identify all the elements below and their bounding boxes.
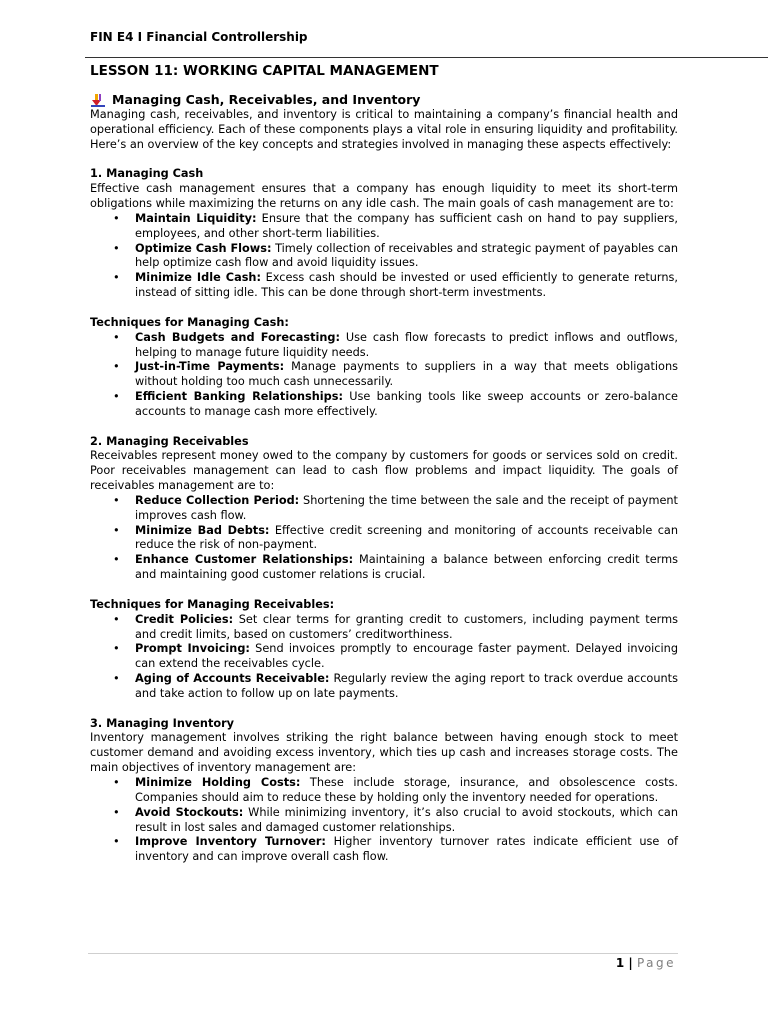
page-footer xyxy=(616,956,676,970)
list-item: • Optimize Cash Flows: Timely collection of receivables and strategic payment of payables can help optimize cash flow and avoid liquidity issues. xyxy=(113,241,679,270)
list-item: • Avoid Stockouts: While minimizing inventory, it’s also crucial to avoid stockouts, which can result in lost sales and damaged customer relationships. xyxy=(113,805,679,834)
list-item: • Credit Policies: Set clear terms for granting credit to customers, including payment terms and credit limits, based on customers’ creditworthiness. xyxy=(113,612,678,641)
inventory-heading: 3. Managing Inventory xyxy=(90,716,235,730)
bullet-icon: • xyxy=(113,390,120,404)
receivables-techniques-heading: Techniques for Managing Receivables: xyxy=(90,597,335,611)
page-number: 1 xyxy=(615,956,625,970)
list-item: • Just-in-Time Payments: Manage payments to suppliers in a way that meets obligations without holding too much cash unnecessarily. xyxy=(113,360,678,389)
inventory-paragraph: Inventory management involves striking the right balance between having enough stock to meet customer demand and avoiding excess inventory, which ties up cash and increases storage costs. The main objectives of inventory management are: xyxy=(90,731,678,775)
list-item: • Maintain Liquidity: Ensure that the company has sufficient cash on hand to pay suppliers, employees, and other short-term liabilities. xyxy=(113,211,678,240)
intro-paragraph: Managing cash, receivables, and inventory is critical to maintaining a company’s financial health and operational efficiency. Each of these components plays a vital role in ensuring liquidity and profitability. Here’s an overview of the key concepts and strategies involved in managing these aspects effectively: xyxy=(90,108,678,151)
course-header: FIN E4 I Financial Controllership xyxy=(90,30,308,44)
list-item: • Efficient Banking Relationships: Use banking tools like sweep accounts or zero-balance accounts to manage cash more effectively. xyxy=(113,390,678,418)
page-label: Page xyxy=(636,956,676,970)
list-item: • Enhance Customer Relationships: Maintaining a balance between enforcing credit terms and maintaining good customer relations is crucial. xyxy=(113,553,678,582)
cash-heading: 1. Managing Cash xyxy=(90,167,204,181)
header-rule xyxy=(85,57,768,58)
bullet-icon: • xyxy=(113,553,120,567)
bullet-icon: • xyxy=(113,211,120,225)
list-item: • Aging of Accounts Receivable: Regularly review the aging report to track overdue accounts and take action to follow up on late payments. xyxy=(113,672,678,700)
bullet-icon: • xyxy=(113,805,120,819)
bullet-icon: • xyxy=(113,271,120,285)
arrow-down-icon xyxy=(90,94,106,107)
inventory-goals-list xyxy=(90,776,678,865)
cash-paragraph: Effective cash management ensures that a company has enough liquidity to meet its short-term obligations while maximizing the returns on any idle cash. The main goals of cash management are to: xyxy=(90,182,678,211)
list-item: • Reduce Collection Period: Shortening the time between the sale and the receipt of payment improves cash flow. xyxy=(113,493,678,522)
lesson-title: LESSON 11: WORKING CAPITAL MANAGEMENT xyxy=(90,63,439,79)
list-item: • Improve Inventory Turnover: Higher inventory turnover rates indicate efficient use of inventory and can improve overall cash flow. xyxy=(113,835,678,864)
bullet-icon: • xyxy=(113,612,120,626)
list-item: • Minimize Holding Costs: These include storage, insurance, and obsolescence costs. Companies should aim to reduce these by holding only the inventory needed for operations. xyxy=(113,775,678,804)
receivables-heading: 2. Managing Receivables xyxy=(90,434,249,448)
list-item: • Cash Budgets and Forecasting: Use cash flow forecasts to predict inflows and outflows, helping to manage future liquidity needs. xyxy=(113,330,678,359)
list-item: • Prompt Invoicing: Send invoices promptly to encourage faster payment. Delayed invoicing can extend the receivables cycle. xyxy=(113,642,678,671)
bullet-icon: • xyxy=(113,672,120,686)
bullet-icon: • xyxy=(113,642,120,656)
bullet-icon: • xyxy=(113,775,120,789)
footer-rule xyxy=(88,953,678,954)
bullet-icon: • xyxy=(113,241,120,255)
list-item: • Minimize Idle Cash: Excess cash should be invested or used efficiently to generate returns, instead of sitting idle. This can be done through short-term investments. xyxy=(113,271,679,300)
page-content xyxy=(90,62,678,865)
bullet-icon: • xyxy=(113,835,120,849)
receivables-techniques-list xyxy=(90,613,678,702)
cash-techniques-list xyxy=(90,331,678,420)
bullet-icon: • xyxy=(113,330,120,344)
receivables-paragraph: Receivables represent money owed to the company by customers for goods or services sold on credit. Poor receivables management can lead to cash flow problems and impact liquidity. The goals of receivables management are to: xyxy=(90,449,678,493)
bullet-icon: • xyxy=(113,523,120,537)
section-heading-text: Managing Cash, Receivables, and Inventory xyxy=(112,92,421,107)
section-heading xyxy=(90,92,678,108)
receivables-goals-list xyxy=(90,494,678,583)
bullet-icon: • xyxy=(113,360,120,374)
cash-goals-list xyxy=(90,212,678,301)
footer-separator: | xyxy=(624,956,637,970)
list-item: • Minimize Bad Debts: Effective credit screening and monitoring of accounts receivable can reduce the risk of non-payment. xyxy=(113,523,678,552)
bullet-icon: • xyxy=(113,493,120,507)
cash-techniques-heading: Techniques for Managing Cash: xyxy=(90,315,289,329)
